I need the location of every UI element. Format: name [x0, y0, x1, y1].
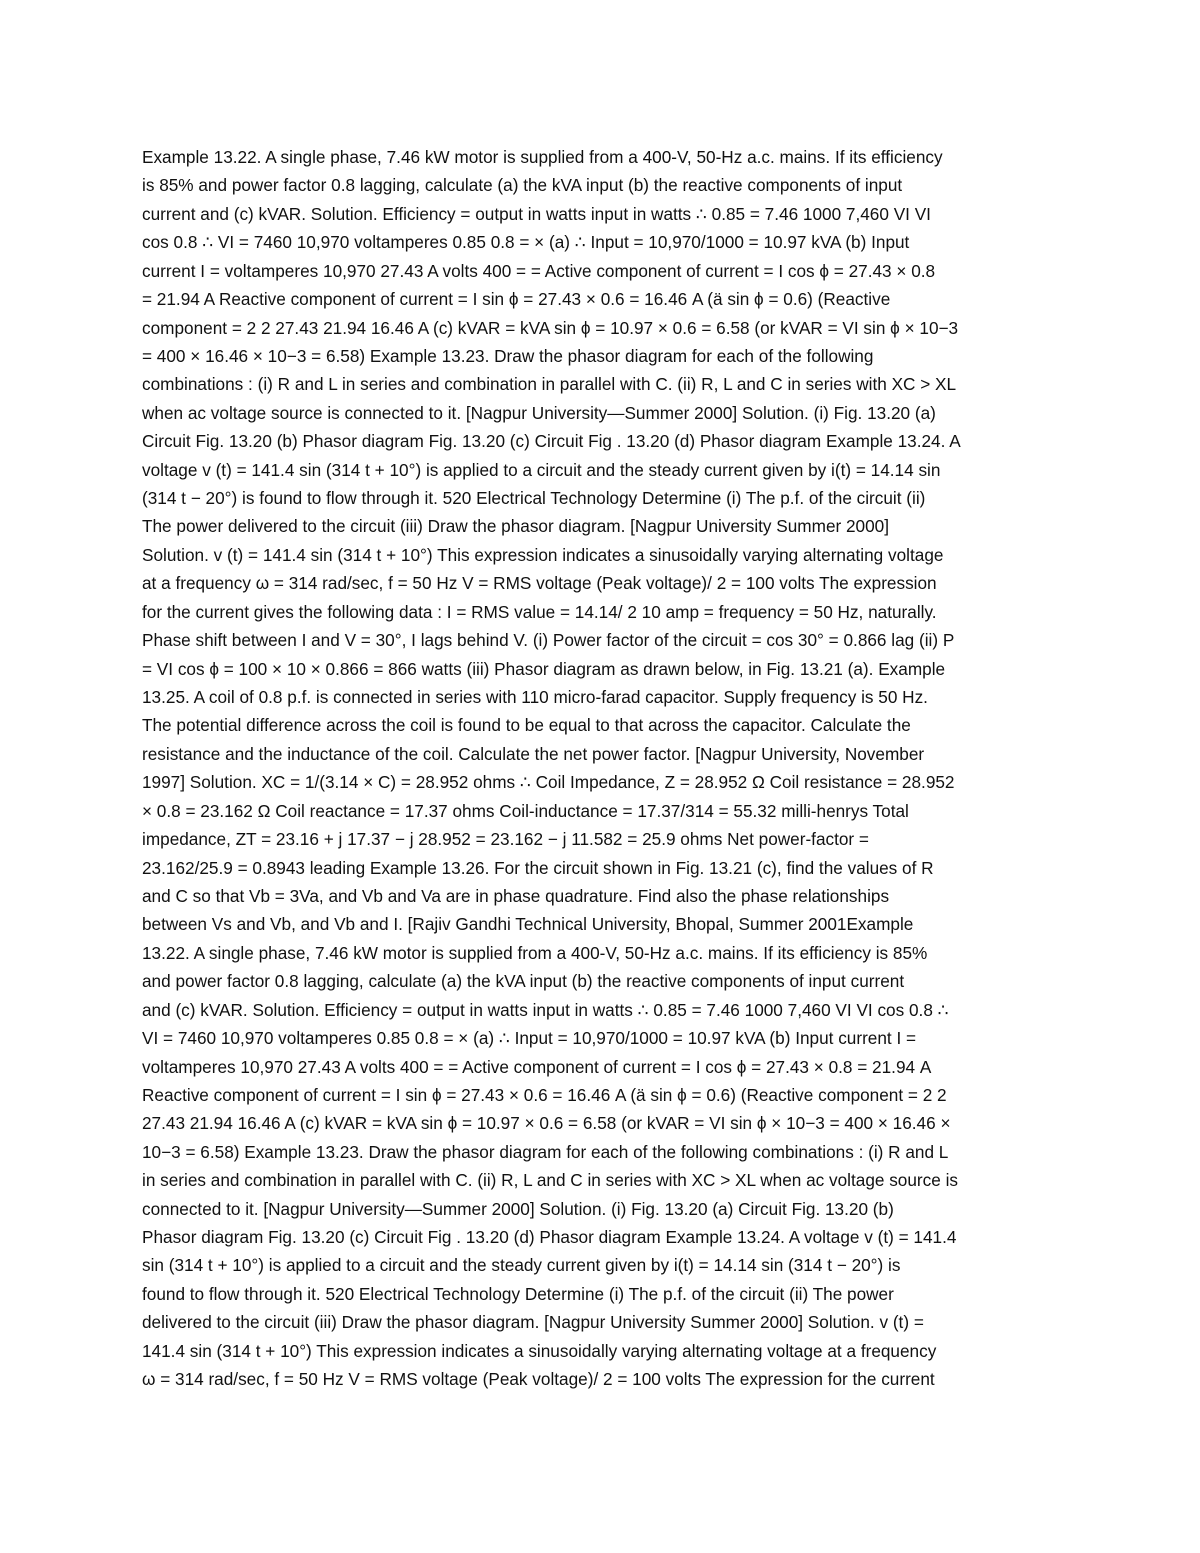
body-text	[142, 143, 1062, 1394]
text-line: (314 t − 20°) is found to flow through it. 520 Electrical Technology Determine (i) The p.f. of the circuit (ii)	[142, 488, 926, 509]
text-line: and (c) kVAR. Solution. Efficiency = output in watts input in watts ∴ 0.85 = 7.46 1000 7,460 VI VI cos 0.8 ∴	[142, 999, 949, 1020]
text-line: The potential difference across the coil is found to be equal to that across the capacitor. Calculate the	[142, 715, 911, 736]
text-line: ω = 314 rad/sec, f = 50 Hz V = RMS voltage (Peak voltage)/ 2 = 100 volts The expression for the current	[142, 1369, 935, 1390]
text-line: resistance and the inductance of the coil. Calculate the net power factor. [Nagpur University, November	[142, 743, 925, 764]
text-line: Phasor diagram Fig. 13.20 (c) Circuit Fig . 13.20 (d) Phasor diagram Example 13.24. A voltage v (t) = 141.4	[142, 1227, 957, 1248]
text-line: sin (314 t + 10°) is applied to a circuit and the steady current given by i(t) = 14.14 sin (314 t − 20°) is	[142, 1255, 901, 1276]
text-line: Solution. v (t) = 141.4 sin (314 t + 10°) This expression indicates a sinusoidally varying alternating voltage	[142, 544, 944, 565]
text-line: = 400 × 16.46 × 10−3 = 6.58) Example 13.23. Draw the phasor diagram for each of the following	[142, 345, 874, 366]
text-line: combinations : (i) R and L in series and combination in parallel with C. (ii) R, L and C in series with XC > XL	[142, 374, 957, 395]
text-line: at a frequency ω = 314 rad/sec, f = 50 Hz V = RMS voltage (Peak voltage)/ 2 = 100 volts The expression	[142, 573, 937, 594]
text-line: 13.25. A coil of 0.8 p.f. is connected in series with 110 micro-farad capacitor. Supply frequency is 50 Hz.	[142, 687, 928, 708]
text-line: 141.4 sin (314 t + 10°) This expression indicates a sinusoidally varying alternating voltage at a frequency	[142, 1340, 937, 1361]
text-line: voltage v (t) = 141.4 sin (314 t + 10°) is applied to a circuit and the steady current given by i(t) = 14.14 sin	[142, 459, 941, 480]
text-line: = VI cos ϕ = 100 × 10 × 0.866 = 866 watts (iii) Phasor diagram as drawn below, in Fig. 13.21 (a). Example	[142, 658, 946, 679]
text-line: 1997] Solution. XC = 1/(3.14 × C) = 28.952 ohms ∴ Coil Impedance, Z = 28.952 Ω Coil resistance = 28.952	[142, 772, 955, 793]
text-line: Circuit Fig. 13.20 (b) Phasor diagram Fig. 13.20 (c) Circuit Fig . 13.20 (d) Phasor diagram Example 13.24. A	[142, 431, 961, 452]
text-line: between Vs and Vb, and Vb and I. [Rajiv Gandhi Technical University, Bhopal, Summer 2001Example	[142, 914, 914, 935]
text-line: VI = 7460 10,970 voltamperes 0.85 0.8 = × (a) ∴ Input = 10,970/1000 = 10.97 kVA (b) Input current I =	[142, 1028, 917, 1049]
text-line: × 0.8 = 23.162 Ω Coil reactance = 17.37 ohms Coil-inductance = 17.37/314 = 55.32 milli-henrys Total	[142, 800, 909, 821]
text-line: current and (c) kVAR. Solution. Efficiency = output in watts input in watts ∴ 0.85 = 7.46 1000 7,460 VI VI	[142, 203, 931, 224]
text-line: when ac voltage source is connected to it. [Nagpur University—Summer 2000] Solution. (i) Fig. 13.20 (a)	[142, 402, 936, 423]
text-line: impedance, ZT = 23.16 + j 17.37 − j 28.952 = 23.162 − j 11.582 = 25.9 ohms Net power-factor =	[142, 829, 869, 850]
text-line: and C so that Vb = 3Va, and Vb and Va are in phase quadrature. Find also the phase relationships	[142, 885, 890, 906]
text-line: found to flow through it. 520 Electrical Technology Determine (i) The p.f. of the circuit (ii) The power	[142, 1283, 894, 1304]
text-line: 13.22. A single phase, 7.46 kW motor is supplied from a 400-V, 50-Hz a.c. mains. If its efficiency is 85%	[142, 942, 928, 963]
text-line: Example 13.22. A single phase, 7.46 kW motor is supplied from a 400-V, 50-Hz a.c. mains. If its efficiency	[142, 147, 943, 167]
text-line: for the current gives the following data : I = RMS value = 14.14/ 2 10 amp = frequency = 50 Hz, naturally.	[142, 601, 937, 622]
text-line: is 85% and power factor 0.8 lagging, calculate (a) the kVA input (b) the reactive components of input	[142, 175, 903, 196]
text-line: and power factor 0.8 lagging, calculate (a) the kVA input (b) the reactive components of input current	[142, 971, 905, 992]
text-line: The power delivered to the circuit (iii) Draw the phasor diagram. [Nagpur University Summer 2000]	[142, 516, 890, 537]
text-line: Reactive component of current = I sin ϕ = 27.43 × 0.6 = 16.46 A (ä sin ϕ = 0.6) (Reactive component = 2 2	[142, 1084, 947, 1105]
text-line: 27.43 21.94 16.46 A (c) kVAR = kVA sin ϕ = 10.97 × 0.6 = 6.58 (or kVAR = VI sin ϕ × 10−3 = 400 × 16.46 ×	[142, 1113, 951, 1134]
text-line: Phase shift between I and V = 30°, I lags behind V. (i) Power factor of the circuit = cos 30° = 0.866 lag (ii) P	[142, 630, 955, 651]
text-line: connected to it. [Nagpur University—Summer 2000] Solution. (i) Fig. 13.20 (a) Circuit Fig. 13.20 (b)	[142, 1198, 894, 1219]
text-line: component = 2 2 27.43 21.94 16.46 A (c) kVAR = kVA sin ϕ = 10.97 × 0.6 = 6.58 (or kVAR = VI sin ϕ × 10−3	[142, 317, 959, 338]
text-line: 23.162/25.9 = 0.8943 leading Example 13.26. For the circuit shown in Fig. 13.21 (c), find the values of R	[142, 857, 934, 878]
text-line: current I = voltamperes 10,970 27.43 A volts 400 = = Active component of current = I cos ϕ = 27.43 × 0.8	[142, 260, 936, 281]
text-line: = 21.94 A Reactive component of current = I sin ϕ = 27.43 × 0.6 = 16.46 A (ä sin ϕ = 0.6) (Reactive	[142, 289, 891, 310]
text-line: delivered to the circuit (iii) Draw the phasor diagram. [Nagpur University Summer 2000] Solution. v (t) =	[142, 1312, 924, 1333]
text-line: 10−3 = 6.58) Example 13.23. Draw the phasor diagram for each of the following combinations : (i) R and L	[142, 1141, 949, 1162]
text-line: in series and combination in parallel with C. (ii) R, L and C in series with XC > XL when ac voltage source is	[142, 1170, 958, 1191]
text-line: voltamperes 10,970 27.43 A volts 400 = = Active component of current = I cos ϕ = 27.43 × 0.8 = 21.94 A	[142, 1056, 932, 1077]
text-line: cos 0.8 ∴ VI = 7460 10,970 voltamperes 0.85 0.8 = × (a) ∴ Input = 10,970/1000 = 10.97 kVA (b) Input	[142, 232, 910, 253]
